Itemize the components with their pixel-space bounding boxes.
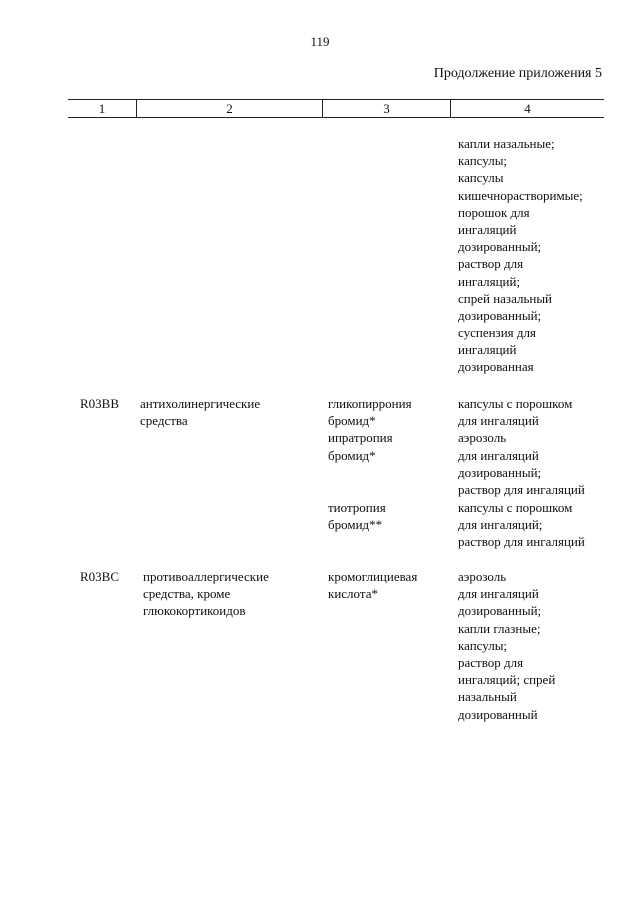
group-line: средства, кроме	[143, 586, 231, 602]
dosage-forms	[458, 395, 572, 429]
drug-name-line: гликопиррония	[328, 396, 412, 411]
atc-code-text: R03BB	[80, 396, 120, 411]
pharmacological-group	[140, 395, 260, 429]
dosage-form-line: раствор для ингаляций	[458, 534, 585, 550]
table-header-row	[68, 99, 604, 118]
dosage-form-line: суспензия для	[458, 325, 536, 341]
pharmacological-group	[143, 568, 269, 620]
dosage-form-line: дозированный;	[458, 307, 542, 323]
drug-name	[328, 429, 393, 463]
drug-name	[328, 499, 386, 533]
atc-code	[80, 395, 119, 412]
dosage-form-line: дозированная	[458, 359, 534, 375]
dosage-form-line: для ингаляций	[458, 413, 539, 429]
dosage-form-line: для ингаляций	[458, 586, 539, 602]
dosage-form-line: капсулы	[458, 170, 504, 186]
drug-name-line: кислота*	[328, 586, 378, 602]
drug-name-line: тиотропия	[328, 500, 386, 515]
dosage-form-line: капсулы с порошком	[458, 500, 573, 515]
dosage-form-line: капли глазные;	[458, 620, 541, 636]
column-header-4: 4	[524, 101, 531, 116]
continued-dosage-forms	[458, 135, 583, 376]
dosage-form-line: дозированный;	[458, 464, 542, 480]
dosage-form-line: ингаляций	[458, 342, 517, 358]
dosage-form-line: для ингаляций	[458, 447, 539, 463]
dosage-form-line: назальный	[458, 689, 517, 705]
dosage-form-line: капсулы;	[458, 637, 508, 653]
column-header-2: 2	[226, 101, 233, 116]
group-line: антихолинергические	[140, 396, 261, 411]
dosage-form-line: спрей назальный	[458, 290, 553, 306]
drug-name	[328, 568, 417, 602]
column-header-3: 3	[383, 101, 390, 116]
drug-name-line: кромоглициевая	[328, 569, 418, 584]
dosage-form-line: аэрозоль	[458, 569, 507, 584]
page-number: 119	[310, 34, 330, 49]
drug-name-line: бромид**	[328, 517, 383, 533]
dosage-form-line: капли назальные;	[458, 136, 555, 151]
atc-code-text: R03BC	[80, 569, 120, 584]
group-line: противоаллергические	[143, 569, 269, 584]
dosage-form-line: ингаляций; спрей	[458, 672, 556, 688]
dosage-form-line: капсулы;	[458, 153, 508, 169]
dosage-form-line: для ингаляций;	[458, 517, 543, 533]
group-line: глюкокортикоидов	[143, 603, 246, 619]
column-header-1: 1	[98, 101, 106, 116]
atc-code	[80, 568, 119, 585]
drug-name-line: ипратропия	[328, 430, 393, 446]
dosage-form-line: дозированный	[458, 706, 538, 722]
dosage-form-line: дозированный;	[458, 239, 542, 255]
dosage-forms	[458, 429, 585, 498]
dosage-form-line: раствор для ингаляций	[458, 481, 585, 497]
dosage-form-line: ингаляций;	[458, 273, 521, 289]
dosage-form-line: порошок для	[458, 204, 530, 220]
dosage-form-line: кишечнорастворимые;	[458, 187, 583, 203]
drug-name	[328, 395, 412, 429]
dosage-form-line: раствор для	[458, 256, 524, 272]
dosage-form-line: аэрозоль	[458, 430, 507, 446]
dosage-form-line: дозированный;	[458, 603, 542, 619]
dosage-form-line: раствор для	[458, 654, 524, 670]
group-line: средства	[140, 413, 188, 429]
dosage-form-line: капсулы с порошком	[458, 396, 573, 411]
dosage-form-line: ингаляций	[458, 221, 517, 237]
drug-name-line: бромид*	[328, 413, 376, 429]
dosage-forms	[458, 499, 585, 551]
continuation-label: Продолжение приложения 5	[433, 66, 602, 81]
drug-name-line: бромид*	[328, 447, 376, 463]
dosage-forms	[458, 568, 555, 723]
